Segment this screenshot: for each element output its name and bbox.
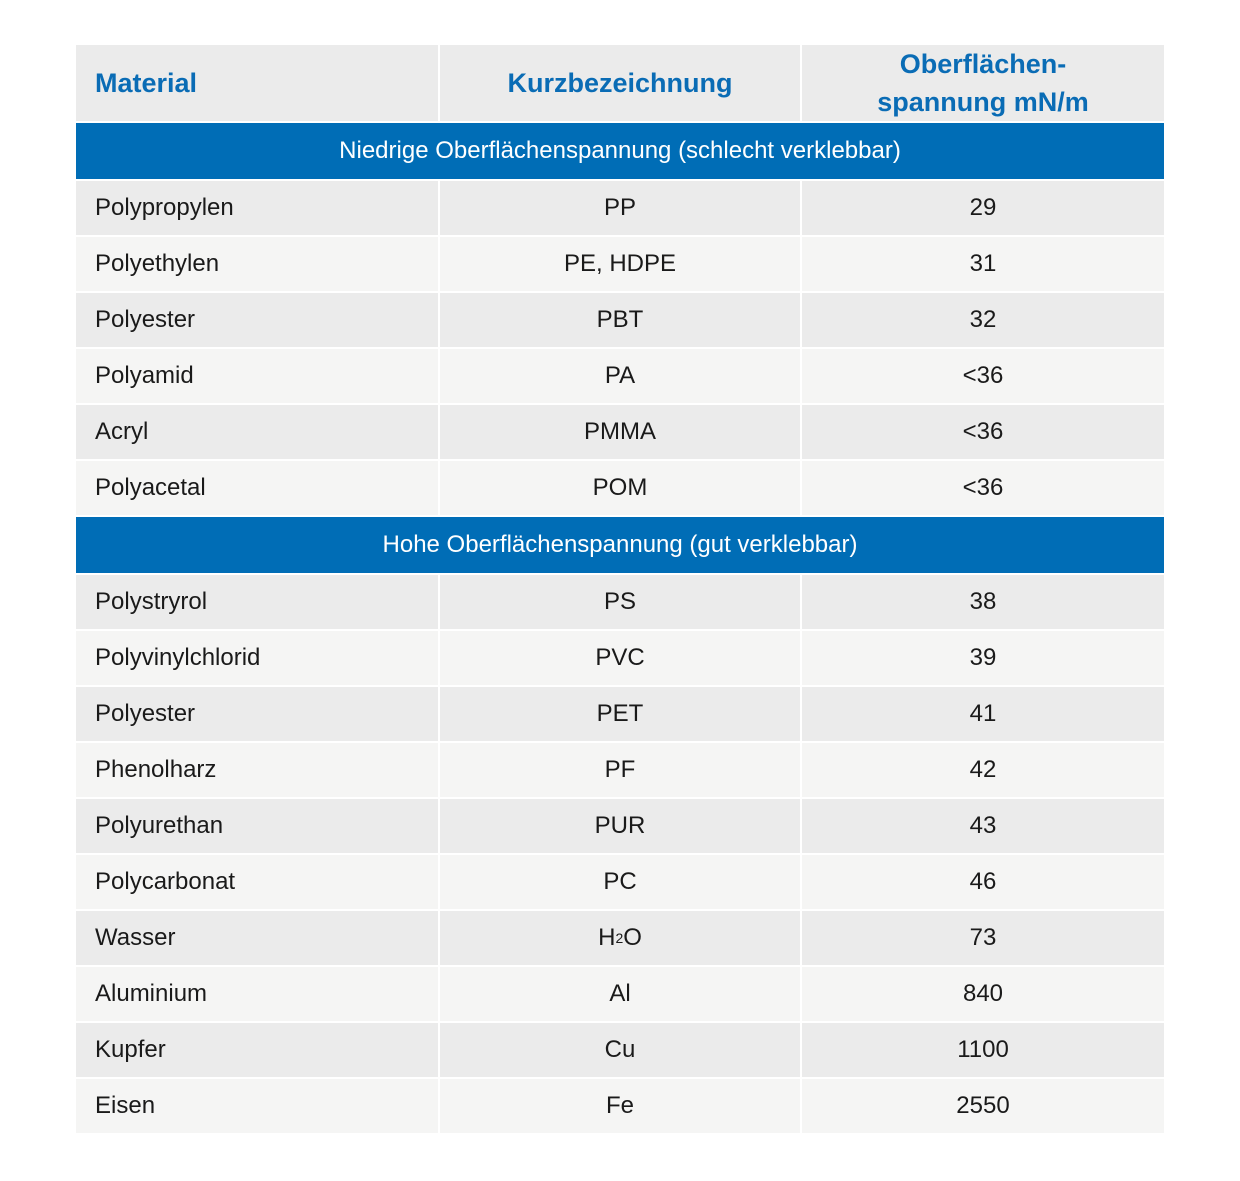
kurz-part: H xyxy=(598,924,616,951)
material-cell: Polyester xyxy=(76,687,438,741)
surface-tension-cell: 1100 xyxy=(802,1023,1164,1077)
kurz-cell: PP xyxy=(440,181,800,235)
table-row xyxy=(76,631,1164,685)
material-cell: Polycarbonat xyxy=(76,855,438,909)
table-row xyxy=(76,687,1164,741)
table-row xyxy=(76,349,1164,403)
surface-tension-cell: 2550 xyxy=(802,1079,1164,1133)
material-cell: Polyacetal xyxy=(76,461,438,515)
surface-tension-table xyxy=(76,45,1164,1135)
material-cell: Polyvinylchlorid xyxy=(76,631,438,685)
header-tension-line2: spannung mN/m xyxy=(877,87,1089,117)
surface-tension-cell: 46 xyxy=(802,855,1164,909)
material-cell: Polystryrol xyxy=(76,575,438,629)
section-band: Hohe Oberflächenspannung (gut verklebbar) xyxy=(76,517,1164,573)
material-cell: Polyurethan xyxy=(76,799,438,853)
section-band: Niedrige Oberflächenspannung (schlecht verklebbar) xyxy=(76,123,1164,179)
surface-tension-cell: 32 xyxy=(802,293,1164,347)
surface-tension-cell: 42 xyxy=(802,743,1164,797)
kurz-subscript: 2 xyxy=(615,930,624,946)
header-material: Material xyxy=(76,45,438,121)
table-row xyxy=(76,293,1164,347)
surface-tension-cell: <36 xyxy=(802,349,1164,403)
surface-tension-cell: 73 xyxy=(802,911,1164,965)
surface-tension-cell: <36 xyxy=(802,405,1164,459)
kurz-cell: Cu xyxy=(440,1023,800,1077)
kurz-cell: PF xyxy=(440,743,800,797)
table-row xyxy=(76,799,1164,853)
material-cell: Polyethylen xyxy=(76,237,438,291)
material-cell: Acryl xyxy=(76,405,438,459)
surface-tension-cell: 41 xyxy=(802,687,1164,741)
table-row xyxy=(76,911,1164,965)
surface-tension-cell: 29 xyxy=(802,181,1164,235)
table-row xyxy=(76,743,1164,797)
table-row xyxy=(76,405,1164,459)
kurz-cell xyxy=(440,911,800,965)
surface-tension-cell: 31 xyxy=(802,237,1164,291)
kurz-cell: PBT xyxy=(440,293,800,347)
header-tension-line1: Oberflächen- xyxy=(899,49,1067,79)
table-row xyxy=(76,1079,1164,1133)
table-header xyxy=(76,45,1164,121)
material-cell: Polyamid xyxy=(76,349,438,403)
surface-tension-cell: 38 xyxy=(802,575,1164,629)
table-row xyxy=(76,181,1164,235)
material-cell: Aluminium xyxy=(76,967,438,1021)
material-cell: Kupfer xyxy=(76,1023,438,1077)
material-cell: Polyester xyxy=(76,293,438,347)
header-surface-tension xyxy=(802,45,1164,121)
kurz-cell: PE, HDPE xyxy=(440,237,800,291)
table-row xyxy=(76,1023,1164,1077)
kurz-cell: POM xyxy=(440,461,800,515)
kurz-cell: PMMA xyxy=(440,405,800,459)
kurz-cell: PVC xyxy=(440,631,800,685)
table-row xyxy=(76,575,1164,629)
material-cell: Phenolharz xyxy=(76,743,438,797)
surface-tension-cell: <36 xyxy=(802,461,1164,515)
material-cell: Eisen xyxy=(76,1079,438,1133)
material-cell: Polypropylen xyxy=(76,181,438,235)
kurz-cell: PC xyxy=(440,855,800,909)
table-row xyxy=(76,461,1164,515)
material-cell: Wasser xyxy=(76,911,438,965)
surface-tension-cell: 840 xyxy=(802,967,1164,1021)
table-row xyxy=(76,237,1164,291)
table-row xyxy=(76,967,1164,1021)
header-kurzbezeichnung: Kurzbezeichnung xyxy=(440,45,800,121)
surface-tension-cell: 43 xyxy=(802,799,1164,853)
kurz-cell: PA xyxy=(440,349,800,403)
kurz-cell: PET xyxy=(440,687,800,741)
surface-tension-cell: 39 xyxy=(802,631,1164,685)
table-row xyxy=(76,855,1164,909)
kurz-cell: PUR xyxy=(440,799,800,853)
kurz-cell: Al xyxy=(440,967,800,1021)
kurz-cell: PS xyxy=(440,575,800,629)
kurz-cell: Fe xyxy=(440,1079,800,1133)
kurz-part: O xyxy=(623,924,642,951)
